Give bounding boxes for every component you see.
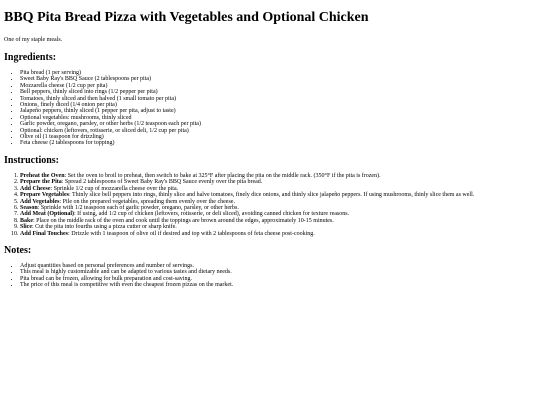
step-label: Preheat the Oven bbox=[20, 172, 65, 179]
notes-heading: Notes: bbox=[4, 244, 32, 256]
step-text: : Sprinkle 1/2 cup of mozzarella cheese over the pita. bbox=[50, 185, 179, 192]
ingredient-item: • Feta cheese (2 tablespoons for topping) bbox=[20, 140, 536, 146]
step-label: Add Vegetables bbox=[20, 198, 60, 205]
step-label: Season bbox=[20, 204, 38, 211]
step-text: : Place on the middle rack of the oven and cook until the toppings are brown around the edges, approximately 10-15 minutes. bbox=[33, 217, 334, 224]
ingredient-item: • Mozzarella cheese (1/2 cup per pita) bbox=[20, 83, 536, 89]
step-text: : Set the oven to broil to preheat, then switch to bake at 325°F after placing the pita on the middle rack. (350°F if the pita is frozen). bbox=[64, 172, 381, 179]
note-item: • The price of this meal is competitive with even the cheapest frozen pizzas on the market. bbox=[20, 282, 536, 288]
step-label: Bake bbox=[20, 217, 34, 224]
ingredient-item: • Tomatoes, thinly sliced and then halved (1 small tomato per pita) bbox=[20, 96, 536, 102]
step-label: Add Meat (Optional) bbox=[20, 211, 74, 218]
ingredient-item: • Jalapeño peppers, thinly sliced (1 pepper per pita, adjust to taste) bbox=[20, 108, 536, 114]
step-label: Prepare the Pita bbox=[20, 179, 62, 186]
instructions-list bbox=[4, 173, 536, 237]
step-text: : Drizzle with 1 teaspoon of olive oil if desired and top with 2 tablespoons of feta cheese post-cooking. bbox=[68, 230, 315, 237]
note-item: • Pita bread can be frozen, allowing for bulk preparation and cost-saving. bbox=[20, 276, 536, 282]
ingredient-item: • Onions, finely diced (1/4 onion per pita) bbox=[20, 102, 536, 108]
ingredients-heading: Ingredients: bbox=[4, 52, 57, 63]
ingredient-item: • Optional vegetables: mushrooms, thinly sliced bbox=[20, 115, 536, 121]
ingredient-item: • Garlic powder, oregano, parsley, or other herbs (1/2 teaspoon each per pita) bbox=[20, 121, 536, 127]
note-item: • Adjust quantities based on personal preferences and number of servings. bbox=[20, 263, 536, 269]
ingredient-item: • Olive oil (1 teaspoon for drizzling) bbox=[20, 134, 536, 140]
step-label: Add Cheese bbox=[20, 185, 51, 192]
page-title: BBQ Pita Bread Pizza with Vegetables and Optional Chicken bbox=[4, 10, 369, 25]
instruction-step bbox=[20, 231, 536, 237]
instructions-heading: Instructions: bbox=[4, 154, 60, 166]
ingredient-item: • Pita bread (1 per serving) bbox=[20, 70, 536, 76]
notes-list bbox=[4, 263, 536, 289]
step-text: : Cut the pita into fourths using a pizza cutter or sharp knife. bbox=[32, 224, 177, 231]
step-label: Prepare Vegetables bbox=[20, 192, 69, 199]
note-item: • This meal is highly customizable and can be adapted to various tastes and dietary needs. bbox=[20, 269, 536, 275]
step-label: Add Final Touches bbox=[20, 230, 69, 237]
step-text: : Spread 2 tablespoons of Sweet Baby Ray's BBQ Sauce evenly over the pita bread. bbox=[61, 179, 263, 186]
intro-text: One of my staple meals. bbox=[4, 37, 63, 43]
ingredient-item: • Sweet Baby Ray's BBQ Sauce (2 tablespoons per pita) bbox=[20, 76, 536, 82]
step-label: Slice bbox=[20, 224, 32, 231]
ingredients-list bbox=[4, 70, 536, 147]
step-text: : If using, add 1/2 cup of chicken (leftovers, rotisserie, or deli sliced), avoiding canned chicken for texture reasons. bbox=[74, 211, 350, 218]
step-text: : Thinly slice bell peppers into rings, thinly slice and halve tomatoes, finely dice onions, and thinly slice jalapeño peppers. If using mushrooms, thinly slice them as well. bbox=[68, 192, 475, 199]
ingredient-item: • Bell peppers, thinly sliced into rings (1/2 pepper per pita) bbox=[20, 89, 536, 95]
step-text: : Pile on the prepared vegetables, spreading them evenly over the cheese. bbox=[59, 198, 235, 205]
ingredient-item: • Optional: chicken (leftovers, rotisserie, or sliced deli, 1/2 cup per pita) bbox=[20, 128, 536, 134]
step-text: : Sprinkle with 1/2 teaspoon each of garlic powder, oregano, parsley, or other herbs. bbox=[37, 204, 239, 211]
